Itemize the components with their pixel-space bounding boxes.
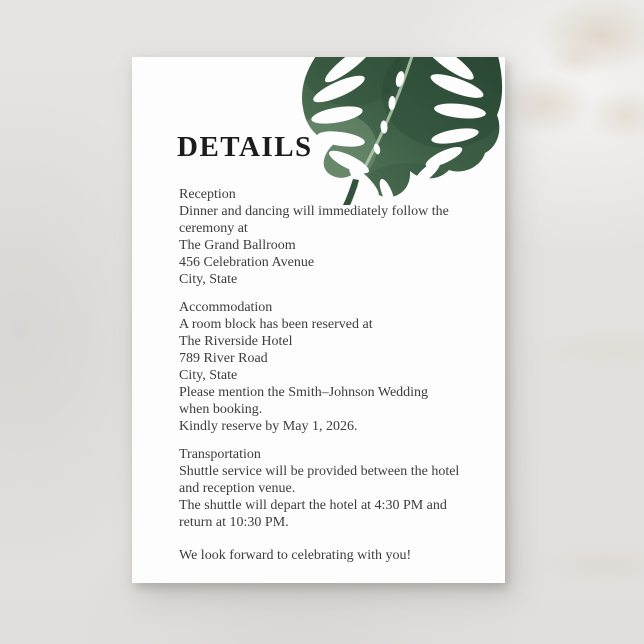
body-line: Please mention the Smith–Johnson Wedding	[179, 385, 429, 400]
section-heading: Reception	[179, 187, 236, 202]
body-line: City, State	[179, 368, 238, 383]
section-heading: Transportation	[179, 447, 261, 462]
body-line: The Riverside Hotel	[179, 334, 293, 349]
body-line: 456 Celebration Avenue	[179, 255, 315, 270]
body-line: A room block has been reserved at	[179, 317, 373, 332]
body-line: when booking.	[179, 402, 263, 417]
body-line: ceremony at	[179, 221, 248, 236]
body-line: Dinner and dancing will immediately follow the	[179, 204, 449, 219]
body-line: City, State	[179, 272, 238, 287]
section-reception	[179, 186, 499, 288]
body-line: Kindly reserve by May 1, 2026.	[179, 419, 358, 434]
body-line: Shuttle service will be provided between the hotel	[179, 464, 460, 479]
card-body	[179, 186, 499, 564]
wedding-details-card	[132, 57, 505, 583]
body-line: return at 10:30 PM.	[179, 515, 289, 530]
body-line: and reception venue.	[179, 481, 296, 496]
body-line: The shuttle will depart the hotel at 4:30 PM and	[179, 498, 447, 513]
body-line: 789 River Road	[179, 351, 268, 366]
card-title: DETAILS	[177, 131, 313, 163]
body-line: The Grand Ballroom	[179, 238, 296, 253]
section-accommodation	[179, 299, 499, 435]
section-transportation	[179, 446, 499, 531]
monstera-leaf-icon	[297, 57, 503, 205]
closing-line: We look forward to celebrating with you!	[179, 548, 412, 563]
section-heading: Accommodation	[179, 300, 273, 315]
